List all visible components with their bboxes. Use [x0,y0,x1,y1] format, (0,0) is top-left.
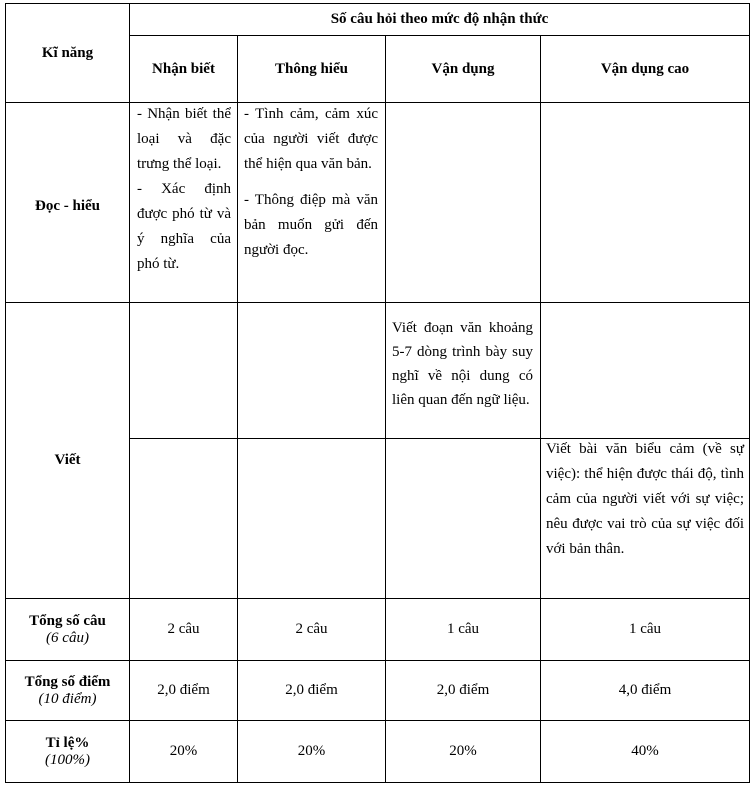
cell-paragraph: - Tình cảm, cảm xúc của người viết được thể hiện qua văn bản. [244,106,378,172]
cell-value: 1 câu [628,621,662,637]
points-van-dung-cao [541,661,749,720]
ratio-thong-hieu [238,721,385,782]
cell-value: 20% [449,743,477,759]
cell-value: 2 câu [295,621,328,637]
level-label: Nhận biết [152,60,215,77]
level-header-thong-hieu [238,36,385,102]
cell-value: 20% [169,743,198,759]
row-label-questions [6,599,129,660]
grid-line [5,782,750,783]
level-label: Vận dụng cao [600,60,690,77]
row-label-text: Tỉ lệ% [45,734,90,751]
row-label-writing [6,303,129,598]
cell-paragraph: - Xác định được phó từ và ý nghĩa của phó từ. [137,181,231,272]
questions-van-dung-cao [541,599,749,660]
row-label-text: Viết [54,452,81,468]
row-sublabel: (6 câu) [46,629,89,646]
row-sublabel: (100%) [45,751,90,768]
writing-van-dung-cao-cell [546,437,744,562]
row-sublabel: (10 điểm) [38,690,97,707]
level-group-header [130,4,749,35]
row-label-reading [6,103,129,302]
level-label: Vận dụng [431,60,495,77]
cell-value: 2,0 điểm [436,682,490,698]
cell-value: 2 câu [167,621,200,637]
level-header-van-dung-cao [541,36,749,102]
reading-nhan-biet-cell [137,102,231,277]
cell-paragraph: - Thông điệp mà văn bản muốn gửi đến người đọc. [244,192,378,258]
level-label: Thông hiểu [275,60,348,77]
cell-value: 1 câu [446,621,480,637]
ratio-van-dung [386,721,540,782]
skill-header [6,4,129,102]
level-header-van-dung [386,36,540,102]
row-label-text: Đọc - hiểu [35,198,100,214]
row-label-ratio [6,721,129,782]
row-label-text: Tổng số điểm [24,673,111,690]
row-label-text: Tổng số câu [29,612,106,629]
row-label-points [6,661,129,720]
cell-paragraph: - Nhận biết thể loại và đặc trưng thể loại. [137,106,231,172]
writing-van-dung-cell [392,316,533,412]
cell-value: 20% [297,743,326,759]
cell-value: 2,0 điểm [285,682,338,698]
grid-line [749,3,750,783]
points-nhan-biet [130,661,237,720]
skill-header-label: Kĩ năng [41,44,94,61]
cell-paragraph: Viết bài văn biểu cảm (về sự việc): thể hiện được thái độ, tình cảm của người viết với sự việc; nêu được vai trò của sự việc đối với bản thân. [546,441,744,557]
questions-thong-hieu [238,599,385,660]
points-thong-hieu [238,661,385,720]
ratio-van-dung-cao [541,721,749,782]
cell-value: 4,0 điểm [618,682,672,698]
cell-value: 2,0 điểm [157,682,210,698]
level-header-nhan-biet [130,36,237,102]
reading-thong-hieu-cell [244,102,378,263]
ratio-nhan-biet [130,721,237,782]
cell-paragraph: Viết đoạn văn khoảng 5-7 dòng trình bày suy nghĩ về nội dung có liên quan đến ngữ liệu. [392,320,533,408]
level-group-label: Số câu hỏi theo mức độ nhận thức [330,11,549,27]
cell-value: 40% [631,743,659,759]
points-van-dung [386,661,540,720]
questions-van-dung [386,599,540,660]
questions-nhan-biet [130,599,237,660]
